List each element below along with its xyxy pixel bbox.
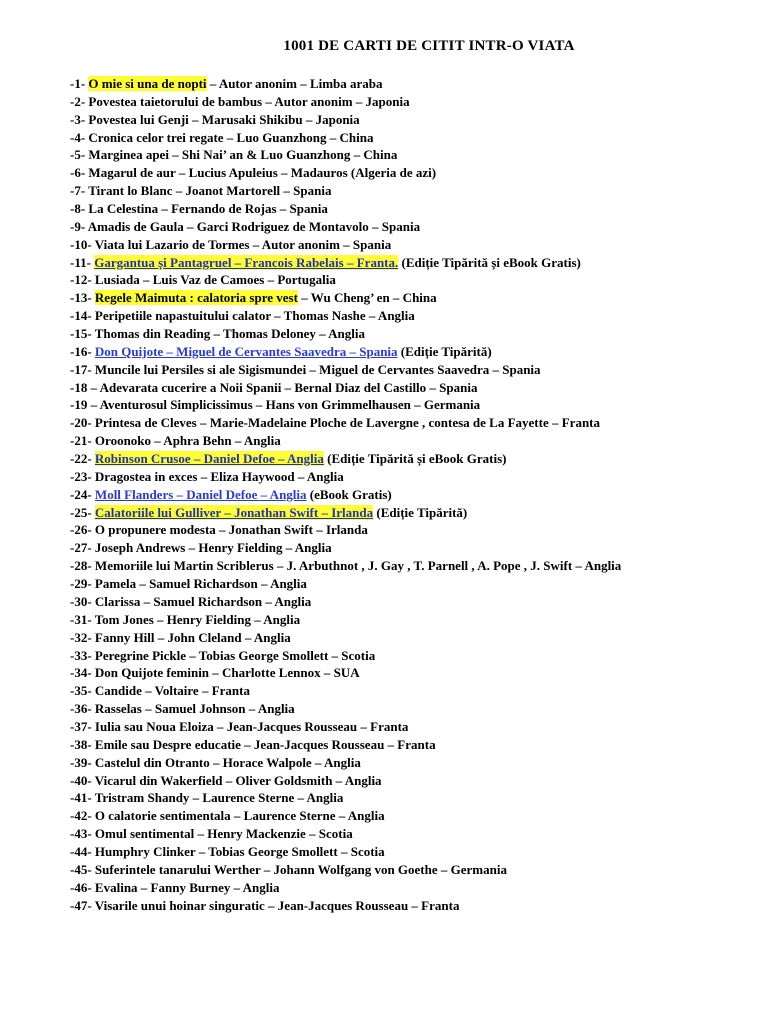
book-entry-text: Povestea taietorului de bambus – Autor anonim – Japonia bbox=[88, 93, 410, 109]
book-link[interactable]: Robinson Crusoe – Daniel Defoe – Anglia bbox=[94, 451, 324, 467]
list-item bbox=[70, 611, 760, 629]
item-number: -2- bbox=[70, 93, 89, 109]
book-entry-text: Peripetiile napastuitului calator – Thomas Nashe – Anglia bbox=[94, 308, 415, 324]
book-entry-text: Oroonoko – Aphra Behn – Anglia bbox=[94, 433, 281, 449]
list-item bbox=[70, 486, 760, 504]
list-item bbox=[70, 647, 760, 665]
book-entry-text: Muncile lui Persiles si ale Sigismundei – Miguel de Cervantes Saavedra – Spania bbox=[94, 361, 541, 377]
list-item bbox=[70, 254, 760, 272]
item-number: -21- bbox=[70, 433, 95, 449]
item-number: -26- bbox=[70, 522, 95, 538]
book-entry-text: Omul sentimental – Henry Mackenzie – Scotia bbox=[94, 826, 353, 842]
item-number: -46- bbox=[70, 879, 95, 895]
item-number: -18 – bbox=[70, 379, 100, 395]
list-item bbox=[70, 236, 760, 254]
list-item bbox=[70, 557, 760, 575]
list-item bbox=[70, 879, 760, 897]
item-number: -39- bbox=[70, 754, 95, 770]
list-item bbox=[70, 414, 760, 432]
item-number: -33- bbox=[70, 647, 95, 663]
book-link[interactable]: Moll Flanders – Daniel Defoe – Anglia bbox=[94, 486, 307, 502]
book-entry-text: Visarile unui hoinar singuratic – Jean-Jacques Rousseau – Franta bbox=[94, 897, 460, 913]
book-entry-text: Tristram Shandy – Laurence Sterne – Anglia bbox=[94, 790, 344, 806]
book-entry-text: Suferintele tanarului Werther – Johann Wolfgang von Goethe – Germania bbox=[94, 861, 507, 877]
list-item bbox=[70, 111, 760, 129]
item-number: -19 – bbox=[70, 397, 100, 413]
list-item bbox=[70, 146, 760, 164]
item-number: -8- bbox=[70, 201, 89, 217]
edition-note: (Ediție Tipărită) bbox=[373, 504, 468, 520]
list-item bbox=[70, 396, 760, 414]
list-item bbox=[70, 754, 760, 772]
book-entry-text: Amadis de Gaula – Garci Rodriguez de Montavolo – Spania bbox=[87, 218, 421, 234]
list-item bbox=[70, 575, 760, 593]
item-number: -3- bbox=[70, 111, 89, 127]
list-item bbox=[70, 164, 760, 182]
edition-note: (Ediție Tipărită și eBook Gratis) bbox=[398, 254, 581, 270]
book-entry-text: Fanny Hill – John Cleland – Anglia bbox=[94, 629, 291, 645]
book-entry-text: Viata lui Lazario de Tormes – Autor anonim – Spania bbox=[94, 236, 392, 252]
item-number: -42- bbox=[70, 808, 95, 824]
item-number: -24- bbox=[70, 486, 95, 502]
book-entry-text: O calatorie sentimentala – Laurence Sterne – Anglia bbox=[94, 808, 385, 824]
book-entry-text: Peregrine Pickle – Tobias George Smollett – Scotia bbox=[94, 647, 376, 663]
item-number: -37- bbox=[70, 718, 95, 734]
book-entry-text: Aventurosul Simplicissimus – Hans von Grimmelhausen – Germania bbox=[99, 397, 481, 413]
book-entry-text: Thomas din Reading – Thomas Deloney – Anglia bbox=[94, 326, 365, 342]
item-number: -47- bbox=[70, 897, 95, 913]
list-item bbox=[70, 789, 760, 807]
book-title-highlight: O mie si una de nopti bbox=[88, 76, 207, 91]
list-item bbox=[70, 825, 760, 843]
book-entry-text: Candide – Voltaire – Franta bbox=[94, 683, 250, 699]
book-entry-text: Clarissa – Samuel Richardson – Anglia bbox=[94, 593, 312, 609]
item-number: -16- bbox=[70, 343, 95, 359]
list-item bbox=[70, 700, 760, 718]
list-item bbox=[70, 807, 760, 825]
edition-note: (Ediție Tipărită) bbox=[397, 343, 492, 359]
list-item bbox=[70, 361, 760, 379]
book-entry-text: Cronica celor trei regate – Luo Guanzhong – China bbox=[88, 129, 374, 145]
list-item bbox=[70, 182, 760, 200]
page-title: 1001 DE CARTI DE CITIT INTR-O VIATA bbox=[283, 38, 575, 54]
book-entry-text: Rasselas – Samuel Johnson – Anglia bbox=[94, 701, 295, 717]
list-item bbox=[70, 307, 760, 325]
list-item bbox=[70, 93, 760, 111]
item-number: -6- bbox=[70, 165, 89, 181]
book-entry-text: Povestea lui Genji – Marusaki Shikibu – Japonia bbox=[88, 111, 360, 127]
list-item bbox=[70, 682, 760, 700]
list-item bbox=[70, 629, 760, 647]
item-number: -14- bbox=[70, 308, 95, 324]
item-number: -45- bbox=[70, 861, 95, 877]
list-item bbox=[70, 593, 760, 611]
list-item bbox=[70, 379, 760, 397]
list-item bbox=[70, 75, 760, 93]
item-number: -23- bbox=[70, 468, 95, 484]
book-entry-text: Iulia sau Noua Eloiza – Jean-Jacques Rousseau – Franta bbox=[94, 718, 409, 734]
list-item bbox=[70, 289, 760, 307]
book-entry-text: Tirant lo Blanc – Joanot Martorell – Spania bbox=[88, 183, 332, 199]
list-item bbox=[70, 271, 760, 289]
book-entry-text: O propunere modesta – Jonathan Swift – Irlanda bbox=[94, 522, 368, 538]
book-entry-text: Memoriile lui Martin Scriblerus – J. Arbuthnot , J. Gay , T. Parnell , A. Pope , J. Swift – Anglia bbox=[94, 558, 622, 574]
item-number: -13- bbox=[70, 290, 95, 306]
list-item bbox=[70, 861, 760, 879]
edition-note: (eBook Gratis) bbox=[306, 486, 392, 502]
book-entry-text: Tom Jones – Henry Fielding – Anglia bbox=[94, 611, 301, 627]
list-item bbox=[70, 718, 760, 736]
list-item bbox=[70, 129, 760, 147]
item-number: -1- bbox=[70, 76, 89, 91]
item-number: -28- bbox=[70, 558, 95, 574]
item-number: -30- bbox=[70, 593, 95, 609]
list-item bbox=[70, 664, 760, 682]
book-entry-text: Evalina – Fanny Burney – Anglia bbox=[94, 879, 280, 895]
book-entry-text: Dragostea in exces – Eliza Haywood – Anglia bbox=[94, 468, 344, 484]
item-number: -38- bbox=[70, 736, 95, 752]
book-entry-text: Humphry Clinker – Tobias George Smollett – Scotia bbox=[94, 843, 385, 859]
item-number: -20- bbox=[70, 415, 95, 431]
list-item bbox=[70, 450, 760, 468]
book-list bbox=[70, 75, 760, 914]
book-link[interactable]: Calatoriile lui Gulliver – Jonathan Swift – Irlanda bbox=[94, 504, 374, 520]
item-number: -41- bbox=[70, 790, 95, 806]
book-entry-text: Pamela – Samuel Richardson – Anglia bbox=[94, 576, 307, 592]
item-number: -15- bbox=[70, 326, 95, 342]
item-number: -10- bbox=[70, 236, 95, 252]
book-entry-text: Printesa de Cleves – Marie-Madelaine Ploche de Lavergne , contesa de La Fayette – Franta bbox=[94, 415, 600, 431]
list-item bbox=[70, 521, 760, 539]
book-entry-text: Don Quijote feminin – Charlotte Lennox – SUA bbox=[94, 665, 360, 681]
item-number: -44- bbox=[70, 843, 95, 859]
item-number: -43- bbox=[70, 826, 95, 842]
item-number: -40- bbox=[70, 772, 95, 788]
book-entry-text: – Wu Cheng’ en – China bbox=[297, 290, 437, 306]
book-entry-text: Magarul de aur – Lucius Apuleius – Madauros (Algeria de azi) bbox=[88, 165, 437, 181]
book-entry-text: Adevarata cucerire a Noii Spanii – Bernal Diaz del Castillo – Spania bbox=[99, 379, 478, 395]
item-number: -17- bbox=[70, 361, 95, 377]
item-number: -4- bbox=[70, 129, 89, 145]
list-item bbox=[70, 539, 760, 557]
book-title-highlight: Regele Maimuta : calatoria spre vest bbox=[94, 290, 298, 306]
list-item bbox=[70, 897, 760, 915]
item-number: -29- bbox=[70, 576, 95, 592]
list-item bbox=[70, 504, 760, 522]
item-number: -27- bbox=[70, 540, 95, 556]
list-item bbox=[70, 200, 760, 218]
item-number: -34- bbox=[70, 665, 95, 681]
item-number: -5- bbox=[70, 147, 89, 163]
item-number: -35- bbox=[70, 683, 95, 699]
book-entry-text: Castelul din Otranto – Horace Walpole – Anglia bbox=[94, 754, 361, 770]
book-entry-text: – Autor anonim – Limba araba bbox=[206, 76, 383, 91]
list-item bbox=[70, 468, 760, 486]
list-item bbox=[70, 218, 760, 236]
item-number: -22- bbox=[70, 451, 95, 467]
item-number: -7- bbox=[70, 183, 89, 199]
book-entry-text: Marginea apei – Shi Nai’ an & Luo Guanzhong – China bbox=[88, 147, 398, 163]
book-link[interactable]: Don Quijote – Miguel de Cervantes Saavedra – Spania bbox=[94, 343, 398, 359]
item-number: -32- bbox=[70, 629, 95, 645]
book-link[interactable]: Gargantua și Pantagruel – Francois Rabelais – Franta. bbox=[94, 254, 399, 270]
book-entry-text: Joseph Andrews – Henry Fielding – Anglia bbox=[94, 540, 332, 556]
item-number: -25- bbox=[70, 504, 95, 520]
item-number: -9- bbox=[70, 218, 88, 234]
list-item bbox=[70, 736, 760, 754]
list-item bbox=[70, 772, 760, 790]
item-number: -12- bbox=[70, 272, 95, 288]
list-item bbox=[70, 432, 760, 450]
item-number: -36- bbox=[70, 701, 95, 717]
list-item bbox=[70, 325, 760, 343]
book-entry-text: La Celestina – Fernando de Rojas – Spania bbox=[88, 201, 328, 217]
item-number: -11- bbox=[70, 254, 95, 270]
list-item bbox=[70, 843, 760, 861]
book-entry-text: Lusiada – Luis Vaz de Camoes – Portugalia bbox=[94, 272, 336, 288]
list-item bbox=[70, 343, 760, 361]
book-entry-text: Emile sau Despre educatie – Jean-Jacques Rousseau – Franta bbox=[94, 736, 436, 752]
item-number: -31- bbox=[70, 611, 95, 627]
book-entry-text: Vicarul din Wakerfield – Oliver Goldsmith – Anglia bbox=[94, 772, 382, 788]
edition-note: (Ediție Tipărită și eBook Gratis) bbox=[323, 451, 507, 467]
